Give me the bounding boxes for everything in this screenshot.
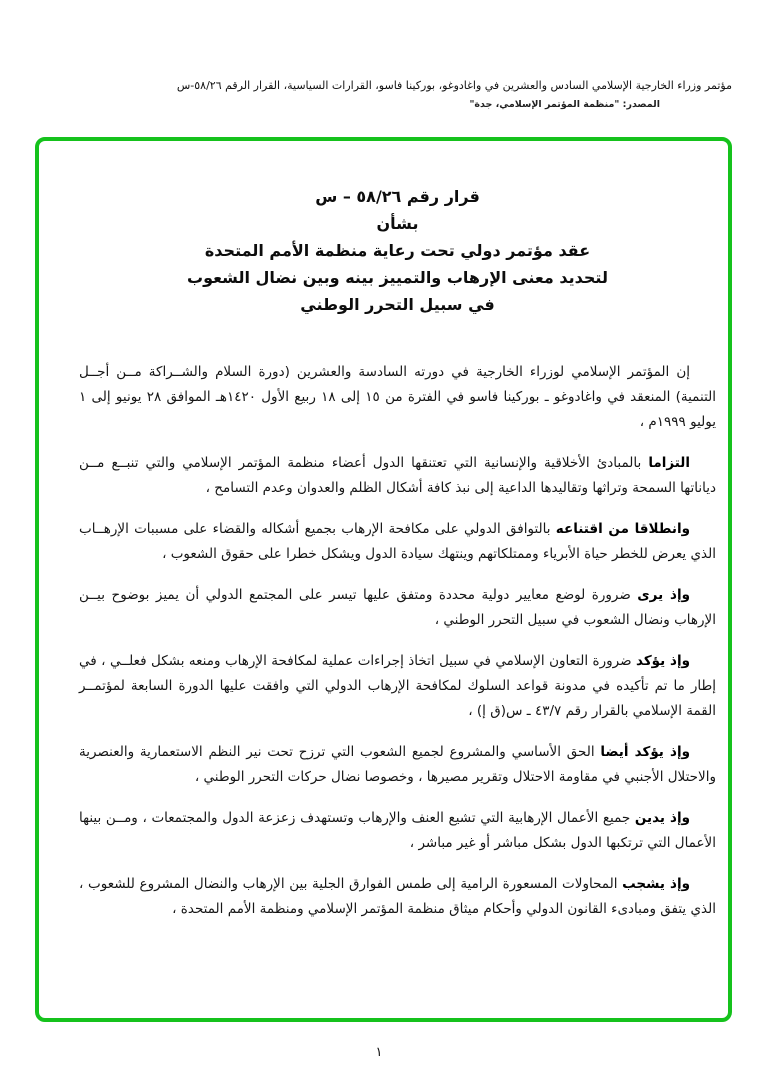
paragraph-text: بالمبادئ الأخلاقية والإنسانية التي تعتنقها الدول أعضاء منظمة المؤتمر الإسلامي والتي تنبــع مــن دياناتها السمحة وتراثها وتقاليدها الداعية إلى نبذ كافة أشكال الظلم والعدوان وعدم التسامح ، xyxy=(79,455,716,496)
paragraph-affirm-cooperation xyxy=(79,649,716,724)
paragraph-lead: وإذ يؤكد أيضا xyxy=(600,744,690,760)
paragraph-lead: وانطلاقا من اقتناعه xyxy=(555,521,690,537)
resolution-subject-line-1: عقد مؤتمر دولي تحت رعاية منظمة الأمم المتحدة xyxy=(204,241,591,260)
paragraph-text: المحاولات المسعورة الرامية إلى طمس الفوارق الجلية بين الإرهاب والنضال المشروع للشعوب ، الذي يتفق ومبادىء القانون الدولي وأحكام ميثاق منظمة المؤتمر الإسلامي ومنظمة الأمم المتحدة ، xyxy=(79,876,716,917)
paragraph-denounce-attempts xyxy=(79,872,716,922)
paragraph-text: إن المؤتمر الإسلامي لوزراء الخارجية في دورته السادسة والعشرين (دورة السلام والشــراكة مــن أجــل التنمية) المنعقد في واغادوغو ـ بوركينا فاسو في الفترة من ١٥ إلى ١٨ ربيع الأول ١٤٢٠هـ الموافق ٢٨ يونيو إلى ١ يوليو ١٩٩٩م ، xyxy=(79,364,717,430)
paragraph-text: بالتوافق الدولي على مكافحة الإرهاب بجميع أشكاله والقضاء على مسببات الإرهــاب الذي يعرض للخطر حياة الأبرياء وممتلكاتهم وينتهك سيادة الدول ويشكل خطرا على حقوق الشعوب ، xyxy=(79,521,716,562)
paragraph-condemn-acts xyxy=(79,806,716,856)
resolution-subject-line-3: في سبيل التحرر الوطني xyxy=(300,295,495,314)
resolution-number: قرار رقم ٥٨/٢٦ – س xyxy=(315,187,480,206)
paragraph-text: جميع الأعمال الإرهابية التي تشيع العنف والإرهاب وتستهدف زعزعة الدول والمجتمعات ، ومــن بينها الأعمال التي ترتكبها الدول بشكل مباشر أو غير مباشر ، xyxy=(79,810,716,851)
paragraph-text: الحق الأساسي والمشروع لجميع الشعوب التي ترزح تحت نير النظم الاستعمارية والعنصرية والاحتلال الأجنبي في مقاومة الاحتلال وتقرير مصيرها ، وخصوصا نضال حركات التحرر الوطني ، xyxy=(79,744,716,785)
paragraph-commitment xyxy=(79,451,716,501)
paragraph-lead: وإذ يؤكد xyxy=(636,653,690,669)
green-border-frame xyxy=(35,137,732,1022)
paragraph-conviction xyxy=(79,517,716,567)
header-source: المصدر: "منظمة المؤتمر الإسلامي، جدة" xyxy=(469,99,660,110)
header-citation: مؤتمر وزراء الخارجية الإسلامي السادس والعشرين في واغادوغو، بوركينا فاسو، القرارات السياسية، القرار الرقم ٥٨/٢٦-س xyxy=(176,79,732,92)
paragraph-preamble xyxy=(79,360,716,435)
resolution-body xyxy=(79,360,716,922)
paragraph-lead: وإذ يشجب xyxy=(622,876,690,892)
paragraph-text: ضرورة لوضع معايير دولية محددة ومتفق عليها تيسر على المجتمع الدولي أن يميز بوضوح بيــن الإرهاب ونضال الشعوب في سبيل التحرر الوطني ، xyxy=(79,587,716,628)
paragraph-lead: التزاما xyxy=(648,455,690,471)
paragraph-lead: وإذ يرى xyxy=(637,587,690,603)
resolution-subject-line-2: لتحديد معنى الإرهاب والتمييز بينه وبين نضال الشعوب xyxy=(187,268,608,287)
paragraph-text: ضرورة التعاون الإسلامي في سبيل اتخاذ إجراءات عملية لمكافحة الإرهاب ومنعه بشكل فعلــي ، في إطار ما تم تأكيده في مدونة قواعد السلوك لمكافحة الإرهاب الدولي التي وافقت عليها الدورة السابعة لمؤتمــر القمة الإسلامي بالقرار رقم ٤٣/٧ ـ س(ق إ) ، xyxy=(79,653,716,719)
page-number: ١ xyxy=(375,1045,383,1060)
paragraph-lead: وإذ يدين xyxy=(634,810,690,826)
resolution-title-block xyxy=(79,183,716,318)
resolution-regarding: بشأن xyxy=(376,214,419,233)
paragraph-affirm-rights xyxy=(79,740,716,790)
paragraph-need-criteria xyxy=(79,583,716,633)
